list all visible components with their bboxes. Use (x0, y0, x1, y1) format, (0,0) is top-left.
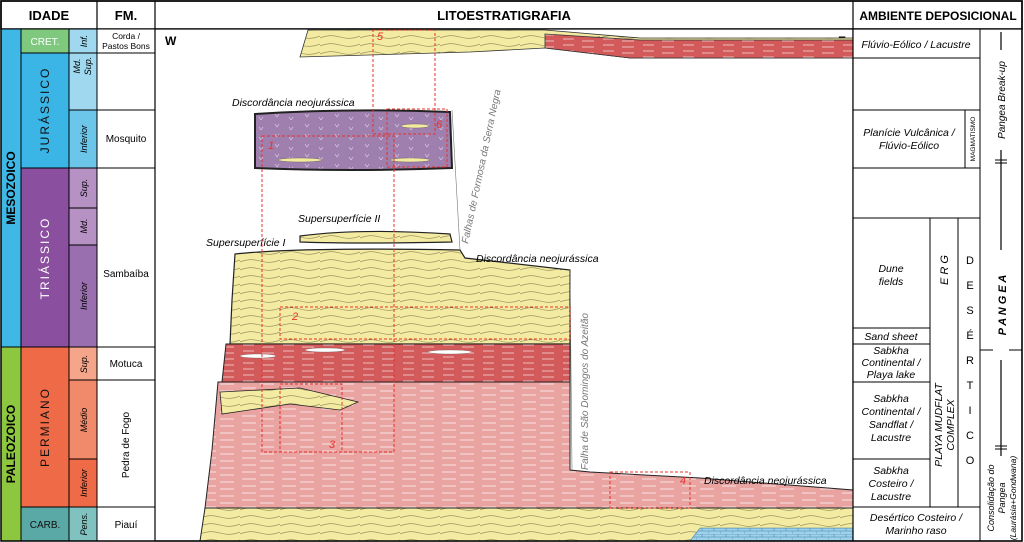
formation-sambaiba: Sambaíba (103, 269, 149, 280)
disc-low-label: Discordância neojurássica (704, 475, 827, 487)
supersurface-2-label: Supersuperfície II (298, 213, 381, 225)
era-column (1, 29, 21, 541)
deserto-letter-s: S (966, 305, 974, 317)
playa-label-line2: COMPLEX (945, 399, 957, 451)
header-row (1, 1, 1022, 29)
formation-mosquito: Mosquito (105, 134, 147, 145)
header-fm: FM. (114, 8, 138, 23)
period-column (21, 29, 69, 541)
formation-piaui: Piauí (114, 520, 138, 531)
magmatismo-label: MAGMATISMO (970, 116, 977, 162)
epoch-column (69, 29, 97, 541)
pangea-label: P A N G E A (997, 274, 1009, 336)
epoch-md-jur: Md. (72, 58, 82, 74)
epoch-inf-tri: Inferior (79, 281, 89, 311)
deserto-letter-e: E (966, 280, 974, 292)
site-label-3: 3 (329, 439, 336, 451)
header-litoestratigrafia: LITOESTRATIGRAFIA (437, 8, 571, 23)
disc-top-label: Discordância neojurássica (232, 97, 355, 109)
piaui-carbonate-unit (690, 528, 853, 541)
supersurface-2-lens (300, 231, 452, 243)
fault-sao-domingos-label: Falha de São Domingos do Azeitão (580, 313, 591, 470)
epoch-pens: Pens. (79, 512, 89, 536)
era-paleozoico-label: PALEOZOICO (4, 404, 18, 484)
era-mesozoico-label: MESOZOICO (4, 151, 18, 225)
deserto-letter-i: I (968, 405, 972, 417)
consolidacao-line1: Consolidação do (986, 464, 996, 532)
site-label-1: 1 (268, 140, 275, 152)
disc-mid-label: Discordância neojurássica (476, 253, 599, 265)
epoch-inf-cret: Inf. (79, 34, 89, 48)
supersurface-1-label: Supersuperfície I (206, 237, 286, 249)
env-sabkha-sandflat-line4: Lacustre (870, 432, 912, 444)
consolidacao-line3: (Laurásia+Gondwana) (1008, 455, 1018, 541)
period-triassico-label: TRIÁSSICO (38, 216, 52, 300)
deserto-letter-e-acute: É (966, 330, 974, 342)
west-label: W (165, 34, 177, 48)
consolidacao-line2: Pangea (997, 482, 1007, 514)
env-sabkha-playa-line3: Playa lake (866, 369, 916, 381)
deserto-letter-r: R (966, 355, 974, 367)
env-sabkha-costeiro-line1: Sabkha (873, 465, 909, 477)
env-sabkha-playa-line1: Sabkha (873, 345, 909, 357)
env-sand-sheet: Sand sheet (864, 331, 918, 343)
period-cret-label: CRET. (30, 37, 60, 48)
env-desertico-line1: Desértico Costeiro / (869, 512, 963, 524)
header-ambiente: AMBIENTE DEPOSICIONAL (859, 9, 1017, 23)
env-sabkha-sandflat-line3: Sandflat / (868, 419, 914, 431)
env-sabkha-costeiro-line2: Costeiro / (868, 478, 914, 490)
env-dune-line1: Dune (878, 263, 904, 275)
env-sabkha-sandflat-line2: Continental / (861, 406, 921, 418)
environment-panel (853, 29, 1022, 541)
site-label-5: 5 (377, 31, 384, 43)
erg-label: E R G (939, 255, 951, 285)
motuca-red-unit (222, 344, 570, 382)
pangea-breakup-label: Pangea Break-up (997, 61, 1008, 139)
site-label-6: 6 (436, 119, 443, 131)
site-label-2: 2 (292, 311, 299, 323)
header-idade: IDADE (28, 8, 70, 23)
formation-motuca: Motuca (109, 359, 143, 370)
env-planicie-line1: Planície Vulcânica / (863, 127, 955, 139)
lithostratigraphy-panel (155, 29, 853, 541)
deserto-letter-o: O (965, 455, 975, 467)
env-sabkha-playa-line2: Continental / (861, 357, 921, 369)
env-sabkha-sandflat-line1: Sabkha (873, 393, 909, 405)
env-desertico-line2: Marinho raso (885, 525, 947, 537)
env-planicie-line2: Flúvio-Eólico (878, 140, 940, 152)
period-permiano-label: PERMIANO (38, 386, 52, 468)
epoch-inf-perm: Inferior (79, 468, 89, 498)
deserto-letter-t: T (966, 380, 974, 392)
formation-corda-line2: Pastos Bons (102, 41, 150, 51)
deserto-letter-c: C (966, 430, 974, 442)
site-label-4: 4 (680, 475, 687, 487)
env-fluvio-eolico: Flúvio-Eólico / Lacustre (861, 39, 971, 51)
formation-corda-line1: Corda / (112, 31, 140, 41)
epoch-sup-jur: Sup. (83, 56, 93, 76)
epoch-sup-tri: Sup. (79, 178, 89, 198)
formation-column (97, 29, 155, 541)
epoch-med-perm: Médio (79, 407, 89, 433)
deserto-letter-d: D (966, 255, 974, 267)
period-carb-label: CARB. (29, 520, 61, 531)
fault-formosa-label: Falhas de Formosa da Serra Negra (460, 88, 504, 245)
epoch-md-tri: Md. (79, 218, 89, 234)
period-jurassico-label: JURÁSSICO (38, 66, 52, 154)
playa-label-line1: PLAYA MUDFLAT (933, 383, 945, 467)
epoch-sup-perm: Sup. (79, 354, 89, 374)
env-sabkha-costeiro-line3: Lacustre (870, 491, 912, 503)
epoch-inf-jur: Inferior (79, 124, 89, 154)
formation-pedra-de-fogo: Pedra de Fogo (121, 411, 132, 479)
env-dune-line2: fields (878, 276, 904, 288)
